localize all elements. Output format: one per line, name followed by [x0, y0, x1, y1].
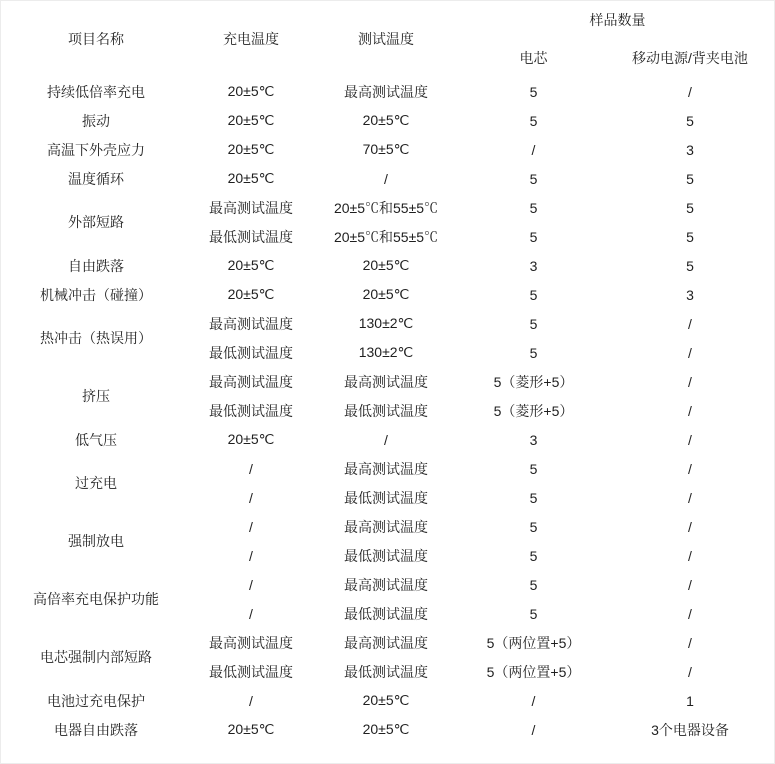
test-temp-cell: 最高测试温度 — [344, 518, 428, 535]
test-temp-cell: 最低测试温度 — [344, 605, 428, 622]
power-bank-qty-cell: 3 — [686, 141, 694, 158]
test-temp-cell: 20±5℃ — [362, 112, 410, 128]
table-row — [1, 280, 774, 309]
charge-temp-cell: / — [249, 547, 253, 564]
project-name-cell: 热冲击（热误用） — [40, 330, 152, 346]
table-row — [1, 454, 774, 483]
table-row — [1, 425, 774, 454]
table-body — [1, 77, 774, 744]
test-temp-cell: 130±2℃ — [358, 315, 414, 331]
power-bank-qty-cell: / — [688, 518, 692, 535]
cell-qty-cell: 5 — [529, 576, 538, 593]
test-temp-cell: 最高测试温度 — [344, 83, 428, 100]
table-row — [1, 570, 774, 599]
cell-qty-cell: 5（菱形+5） — [493, 402, 574, 419]
test-temp-cell: 130±2℃ — [358, 344, 414, 360]
charge-temp-cell: 20±5℃ — [227, 286, 275, 302]
power-bank-qty-cell: 5 — [686, 170, 694, 187]
power-bank-qty-cell: / — [688, 373, 692, 390]
charge-temp-cell: 20±5℃ — [227, 431, 275, 447]
table-row — [1, 77, 774, 106]
table-row — [1, 106, 774, 135]
cell-qty-cell: 3 — [529, 431, 538, 448]
charge-temp-cell: 20±5℃ — [227, 721, 275, 737]
cell-qty-cell: 5 — [529, 489, 538, 506]
cell-qty-cell: 5 — [529, 344, 538, 361]
charge-temp-cell: / — [249, 460, 253, 477]
cell-qty-cell: 5 — [529, 199, 538, 216]
project-name-cell: 电池过充电保护 — [47, 692, 145, 709]
charge-temp-cell: / — [249, 576, 253, 593]
test-temp-cell: 20±5℃ — [362, 286, 410, 302]
power-bank-qty-cell: 5 — [686, 199, 694, 216]
charge-temp-cell: 20±5℃ — [227, 83, 275, 99]
charge-temp-cell: / — [249, 692, 253, 709]
table-row — [1, 164, 774, 193]
header-project-name: 项目名称 — [68, 31, 124, 47]
test-temp-cell: / — [384, 170, 388, 187]
project-name-cell: 振动 — [82, 112, 110, 129]
test-temp-cell: / — [384, 431, 388, 448]
cell-qty-cell: 5（菱形+5） — [493, 373, 574, 390]
project-name-cell: 过充电 — [75, 475, 117, 491]
power-bank-qty-cell: / — [688, 605, 692, 622]
table-row — [1, 309, 774, 338]
test-temp-cell: 最低测试温度 — [344, 489, 428, 506]
charge-temp-cell: 最高测试温度 — [209, 315, 293, 332]
test-temp-cell: 20±5℃ — [362, 721, 410, 737]
cell-qty-cell: 5 — [529, 460, 538, 477]
charge-temp-cell: 20±5℃ — [227, 257, 275, 273]
power-bank-qty-cell: / — [688, 576, 692, 593]
power-bank-qty-cell: / — [688, 344, 692, 361]
project-name-cell: 电芯强制内部短路 — [40, 649, 152, 665]
table-header — [1, 1, 774, 77]
cell-qty-cell: 5 — [529, 286, 538, 303]
project-name-cell: 温度循环 — [68, 170, 124, 187]
test-temp-cell: 20±5℃ — [362, 692, 410, 708]
table-row — [1, 135, 774, 164]
charge-temp-cell: 最低测试温度 — [209, 663, 293, 680]
test-temp-cell: 20±5℃和55±5℃ — [333, 199, 439, 216]
test-temp-cell: 最高测试温度 — [344, 373, 428, 390]
cell-qty-cell: 5（两位置+5） — [486, 663, 581, 680]
project-name-cell: 自由跌落 — [68, 257, 124, 274]
cell-qty-cell: / — [531, 692, 536, 709]
project-name-cell: 挤压 — [82, 388, 110, 404]
power-bank-qty-cell: / — [688, 402, 692, 419]
cell-qty-cell: 5 — [529, 518, 538, 535]
charge-temp-cell: 20±5℃ — [227, 112, 275, 128]
test-temp-cell: 最低测试温度 — [344, 663, 428, 680]
table-row — [1, 715, 774, 744]
battery-test-sample-table — [1, 1, 774, 744]
cell-qty-cell: 5 — [529, 228, 538, 245]
project-name-cell: 低气压 — [75, 431, 117, 448]
test-temp-cell: 70±5℃ — [362, 141, 410, 157]
test-temp-cell: 最高测试温度 — [344, 634, 428, 651]
charge-temp-cell: 最低测试温度 — [209, 228, 293, 245]
cell-qty-cell: 5 — [529, 547, 538, 564]
test-temp-cell: 20±5℃ — [362, 257, 410, 273]
power-bank-qty-cell: 3个电器设备 — [651, 721, 729, 738]
cell-qty-cell: 5（两位置+5） — [486, 634, 581, 651]
cell-qty-cell: 5 — [529, 315, 538, 332]
charge-temp-cell: 最高测试温度 — [209, 373, 293, 390]
project-name-cell: 高倍率充电保护功能 — [33, 591, 159, 607]
header-charge-temp: 充电温度 — [223, 31, 279, 47]
project-name-cell: 高温下外壳应力 — [47, 141, 145, 158]
header-cell-qty: 电芯 — [519, 50, 548, 66]
table-row — [1, 686, 774, 715]
project-name-cell: 持续低倍率充电 — [47, 83, 145, 100]
cell-qty-cell: / — [531, 721, 536, 738]
cell-qty-cell: 5 — [529, 83, 538, 100]
charge-temp-cell: 最低测试温度 — [209, 402, 293, 419]
power-bank-qty-cell: / — [688, 315, 692, 332]
charge-temp-cell: / — [249, 605, 253, 622]
power-bank-qty-cell: / — [688, 663, 692, 680]
test-temp-cell: 20±5℃和55±5℃ — [333, 228, 439, 245]
cell-qty-cell: 5 — [529, 170, 538, 187]
cell-qty-cell: 5 — [529, 605, 538, 622]
table-row — [1, 628, 774, 657]
test-temp-cell: 最高测试温度 — [344, 460, 428, 477]
power-bank-qty-cell: / — [688, 460, 692, 477]
power-bank-qty-cell: 3 — [686, 286, 694, 303]
test-temp-cell: 最高测试温度 — [344, 576, 428, 593]
power-bank-qty-cell: 5 — [686, 257, 694, 274]
project-name-cell: 机械冲击（碰撞） — [40, 286, 152, 303]
cell-qty-cell: 3 — [529, 257, 538, 274]
header-test-temp: 测试温度 — [358, 31, 414, 47]
header-row-top — [1, 1, 774, 39]
table-row — [1, 251, 774, 280]
table-row — [1, 193, 774, 222]
charge-temp-cell: 最高测试温度 — [209, 634, 293, 651]
power-bank-qty-cell: 5 — [686, 228, 694, 245]
table-row — [1, 512, 774, 541]
power-bank-qty-cell: 5 — [686, 112, 694, 129]
test-temp-cell: 最低测试温度 — [344, 547, 428, 564]
cell-qty-cell: 5 — [529, 112, 538, 129]
power-bank-qty-cell: / — [688, 83, 692, 100]
charge-temp-cell: 最低测试温度 — [209, 344, 293, 361]
cell-qty-cell: / — [531, 141, 536, 158]
charge-temp-cell: 20±5℃ — [227, 170, 275, 186]
project-name-cell: 电器自由跌落 — [54, 721, 138, 738]
project-name-cell: 外部短路 — [68, 214, 124, 230]
test-temp-cell: 最低测试温度 — [344, 402, 428, 419]
power-bank-qty-cell: / — [688, 634, 692, 651]
power-bank-qty-cell: / — [688, 547, 692, 564]
power-bank-qty-cell: / — [688, 431, 692, 448]
charge-temp-cell: 20±5℃ — [227, 141, 275, 157]
header-sample-quantity: 样品数量 — [589, 12, 646, 28]
charge-temp-cell: / — [249, 489, 253, 506]
table-row — [1, 367, 774, 396]
project-name-cell: 强制放电 — [68, 533, 124, 549]
power-bank-qty-cell: / — [688, 489, 692, 506]
charge-temp-cell: / — [249, 518, 253, 535]
charge-temp-cell: 最高测试温度 — [209, 199, 293, 216]
header-power-bank-qty: 移动电源/背夹电池 — [632, 50, 748, 66]
power-bank-qty-cell: 1 — [686, 692, 694, 709]
